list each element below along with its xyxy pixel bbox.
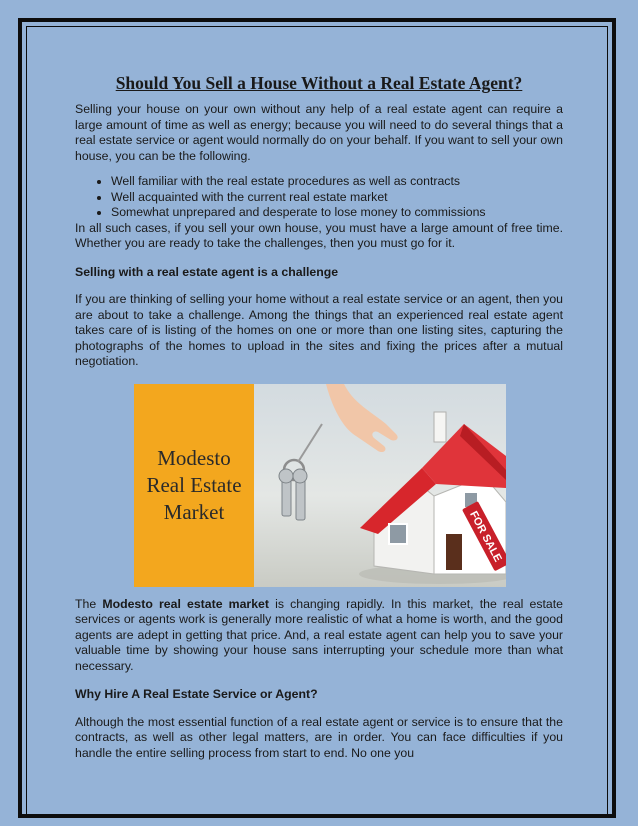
- image-label-line: Real Estate: [146, 472, 242, 497]
- page-title: Should You Sell a House Without a Real Estate Agent?: [115, 73, 523, 93]
- document-body: [75, 72, 563, 761]
- after-bullets-paragraph: In all such cases, if you sell your own house, you must have a large amount of free time. Whether you are ready to take the challenges, then you must go for it.: [75, 220, 563, 250]
- section-heading-challenge: Selling with a real estate agent is a challenge: [75, 264, 339, 279]
- for-sale-sign: FOR SALE: [467, 508, 504, 564]
- bullet-list: [75, 174, 563, 221]
- bullet-item: • Well familiar with the real estate procedures as well as contracts: [111, 174, 563, 190]
- market-lead: The: [75, 596, 97, 611]
- bullet-item: • Somewhat unprepared and desperate to lose money to commissions: [111, 205, 563, 221]
- section-why-hire-paragraph: Although the most essential function of a real estate agent or service is to ensure that the contracts, as well as other legal matters, are in order. You can face difficulties if you handle the entire selling process from start to end. No one you: [75, 714, 563, 760]
- image-label-line: Modesto: [157, 445, 231, 470]
- house-illustration: [134, 384, 506, 587]
- section-market-paragraph: [75, 597, 563, 675]
- house-key-image: [134, 384, 506, 587]
- section-challenge-paragraph: If you are thinking of selling your home without a real estate service or an agent, then you are about to take a challenge. Among the things that an experienced real estate agent takes care of is listing of the homes on one or more than one listing sites, capturing the photographs of the homes to upload in the sites and fixing the prices after a mutual negotiation.: [75, 292, 563, 368]
- intro-paragraph: Selling your house on your own without any help of a real estate agent can require a large amount of time as well as energy; because you will need to do several things that a real estate service or agent would normally do on your behalf. If you want to sell your own house, you can be the following.: [75, 102, 563, 163]
- bullet-item: • Well acquainted with the current real estate market: [111, 190, 563, 206]
- market-bold-term: Modesto real estate market: [102, 596, 269, 611]
- image-label-line: Market: [163, 499, 225, 524]
- market-body: is changing rapidly. In this market, the real estate services or agents work is generally more realistic of what a home is worth, and the good agents are adept in getting that price. And, a real estate agent can help you to save your valuable time by showing your house sans interrupting your schedule more than what necessary.: [75, 596, 564, 673]
- section-heading-why-hire: Why Hire A Real Estate Service or Agent?: [75, 687, 318, 701]
